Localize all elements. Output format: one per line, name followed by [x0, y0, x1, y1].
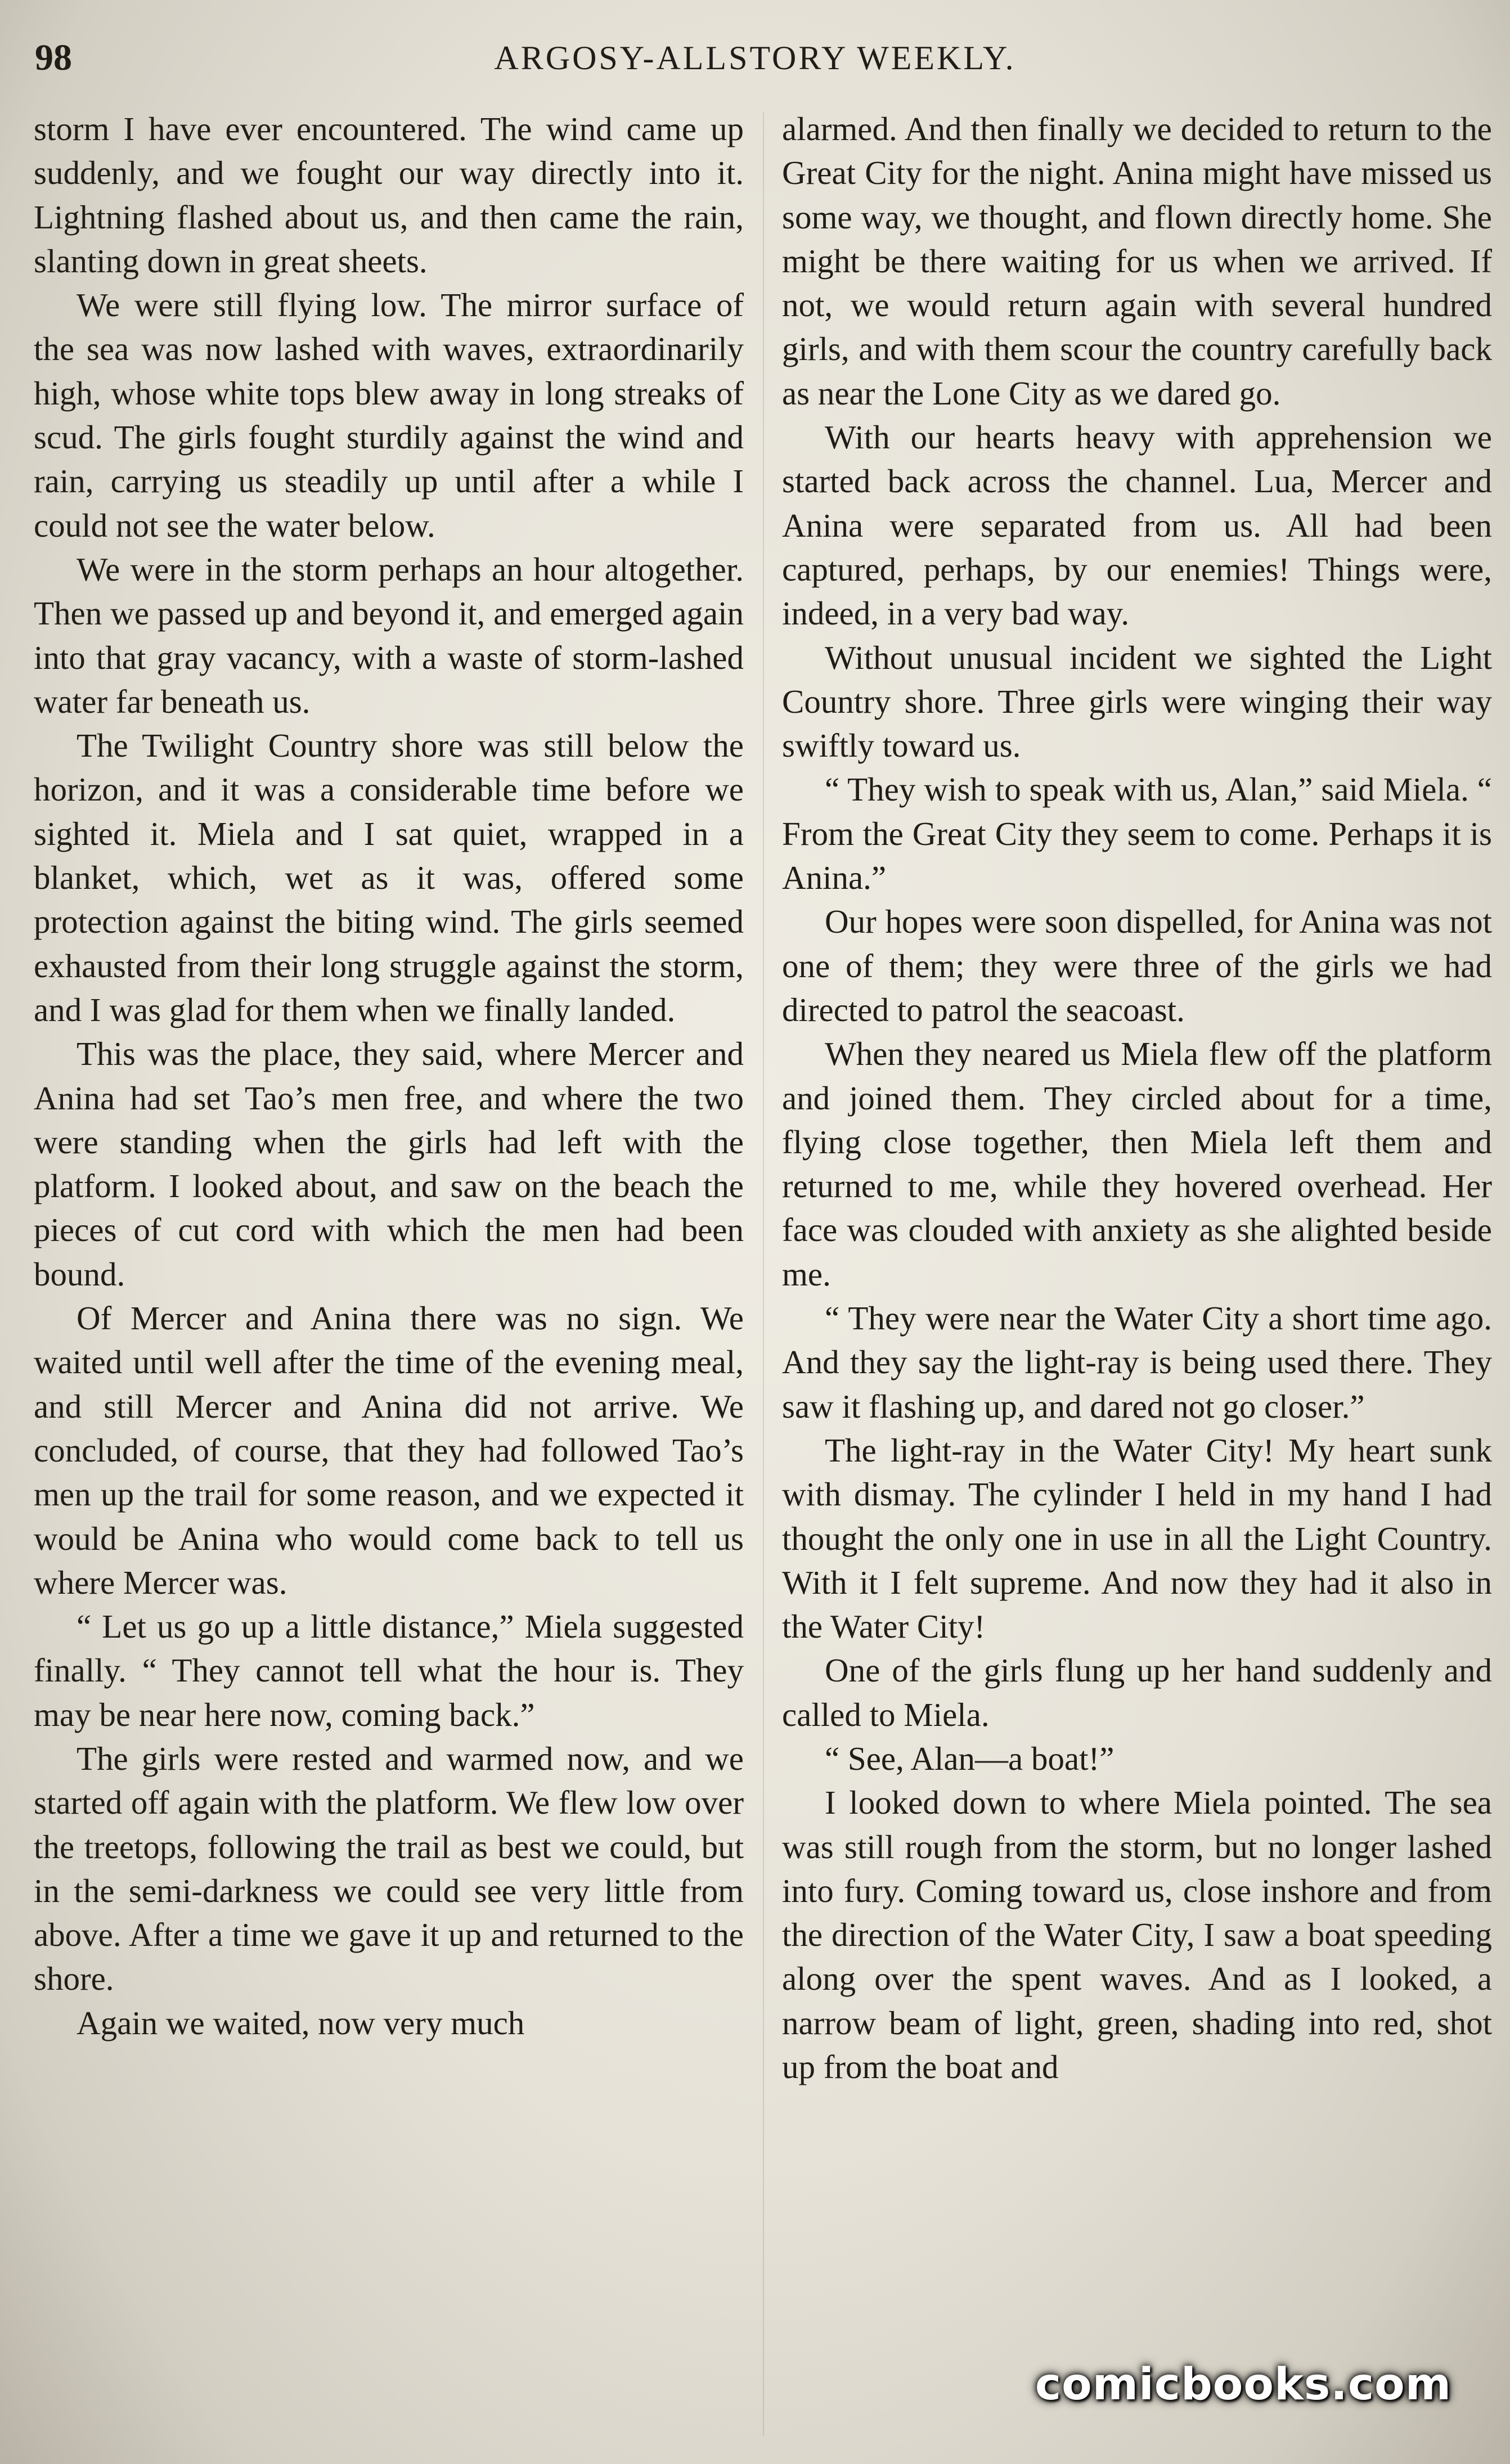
paragraph: Our hopes were soon dispelled, for Anina was not one of them; they were three of the girls we had directed to patrol the seacoast.	[782, 903, 1492, 1028]
paragraph: “ Let us go up a little distance,” Miela suggested finally. “ They cannot tell what the hour is. They may be near here now, coming back.”	[34, 1608, 744, 1733]
paragraph: The Twilight Country shore was still below the horizon, and it was a considerable time before we sighted it. Miela and I sat quiet, wrapped in a blanket, which, wet as it was, offered some protection against the biting wind. The girls seemed exhausted from their long struggle against the storm, and I was glad for them when we finally landed.	[34, 727, 744, 1028]
paragraph: The light-ray in the Water City! My heart sunk with dismay. The cylinder I held in my hand I had thought the only one in use in all the Light Country. With it I felt supreme. And now they had it also in the Water City!	[782, 1431, 1492, 1645]
page-header	[35, 27, 1475, 89]
paragraph: This was the place, they said, where Mercer and Anina had set Tao’s men free, and where the two were standing when the girls had left with the platform. I looked about, and saw on the beach the pieces of cut cord with which the men had been bound.	[34, 1035, 744, 1293]
column-gutter	[763, 113, 764, 2436]
paragraph: storm I have ever encountered. The wind came up suddenly, and we fought our way directly into it. Lightning flashed about us, and then came the rain, slanting down in great sheets.	[34, 110, 744, 280]
paragraph: One of the girls flung up her hand suddenly and called to Miela.	[782, 1652, 1492, 1733]
paragraph: With our hearts heavy with apprehension we started back across the channel. Lua, Mercer and Anina were separated from us. All had been captured, perhaps, by our enemies! Things were, indeed, in a very bad way.	[782, 419, 1492, 632]
running-head: ARGOSY-ALLSTORY WEEKLY.	[494, 39, 1016, 77]
text-columns	[34, 107, 1492, 2453]
watermark: comicbooks.com	[1035, 2359, 1451, 2410]
paragraph: “ They wish to speak with us, Alan,” said Miela. “ From the Great City they seem to come. Perhaps it is Anina.”	[782, 771, 1492, 897]
paragraph: “ They were near the Water City a short time ago. And they say the light-ray is being used there. They saw it flashing up, and dared not go closer.”	[782, 1300, 1492, 1425]
paragraph: When they neared us Miela flew off the platform and joined them. They circled about for a time, flying close together, then Miela left them and returned to me, while they hovered overhead. Her face was clouded with anxiety as she alighted beside me.	[782, 1035, 1492, 1293]
right-column	[782, 107, 1492, 2453]
paragraph: Of Mercer and Anina there was no sign. We waited until well after the time of the evening meal, and still Mercer and Anina did not arrive. We concluded, of course, that they had followed Tao’s men up the trail for some reason, and we expected it would be Anina who would come back to tell us where Mercer was.	[34, 1300, 744, 1601]
paragraph: Again we waited, now very much	[77, 2004, 525, 2042]
paragraph: We were still flying low. The mirror surface of the sea was now lashed with waves, extraordinarily high, whose white tops blew away in long streaks of scud. The girls fought sturdily against the wind and rain, carrying us steadily up until after a while I could not see the water below.	[34, 286, 744, 544]
paragraph: We were in the storm perhaps an hour altogether. Then we passed up and beyond it, and emerged again into that gray vacancy, with a waste of storm-lashed water far beneath us.	[34, 550, 744, 720]
paragraph: Without unusual incident we sighted the Light Country shore. Three girls were winging their way swiftly toward us.	[782, 639, 1492, 765]
page-number: 98	[35, 37, 72, 78]
paragraph: alarmed. And then finally we decided to return to the Great City for the night. Anina might have missed us some way, we thought, and flown directly home. She might be there waiting for us when we arrived. If not, we would return again with several hundred girls, and with them scour the country carefully back as near the Lone City as we dared go.	[782, 110, 1492, 412]
left-column	[34, 107, 744, 2453]
paragraph: The girls were rested and warmed now, and we started off again with the platform. We flew low over the treetops, following the trail as best we could, but in the semi-darkness we could see very little from above. After a time we gave it up and returned to the shore.	[34, 1739, 744, 1998]
paragraph: I looked down to where Miela pointed. The sea was still rough from the storm, but no longer lashed into fury. Coming toward us, close inshore and from the direction of the Water City, I saw a boat speeding along over the spent waves. And as I looked, a narrow beam of light, green, shading into red, shot up from the boat and	[782, 1784, 1492, 2086]
paragraph: “ See, Alan—a boat!”	[825, 1739, 1114, 1777]
